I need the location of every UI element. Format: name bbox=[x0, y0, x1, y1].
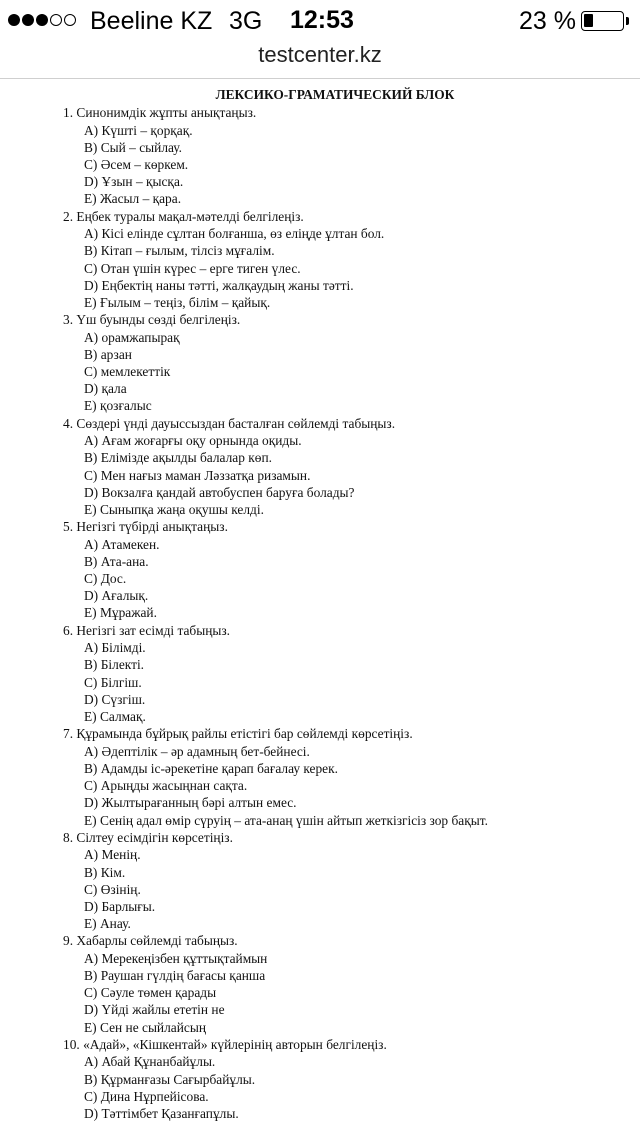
answer-option: D) Тәттімбет Қазанғапұлы. bbox=[84, 1105, 239, 1121]
answer-option: D) Сүзгіш. bbox=[84, 691, 146, 707]
question-text: 5. Негізгі түбірді анықтаңыз. bbox=[63, 519, 228, 535]
answer-option: E) Салмақ. bbox=[84, 709, 146, 724]
battery-level-fill bbox=[584, 14, 593, 27]
signal-dot bbox=[22, 14, 34, 26]
answer-option: B) арзан bbox=[84, 346, 132, 362]
answer-option: C) Мен нағыз маман Ләззатқа ризамын. bbox=[84, 467, 311, 483]
answer-option: B) Ата-ана. bbox=[84, 553, 149, 569]
question-block bbox=[0, 415, 640, 519]
question-block bbox=[0, 104, 640, 208]
answer-option: A) Мерекеңізбен құттықтаймын bbox=[84, 950, 268, 966]
answer-option: E) Анау. bbox=[84, 916, 131, 932]
status-bar bbox=[0, 0, 640, 40]
answer-option: A) орамжапырақ bbox=[84, 329, 180, 345]
answer-option: B) Сый – сыйлау. bbox=[84, 139, 182, 155]
answer-option: A) Әдептілік – әр адамның бет-бейнесі. bbox=[84, 743, 310, 759]
answer-option: E) Ғылым – теңіз, білім – қайық. bbox=[84, 294, 271, 310]
question-block bbox=[0, 622, 640, 726]
answer-option: B) Адамды іс-әрекетіне қарап бағалау керек. bbox=[84, 760, 338, 776]
question-block bbox=[0, 829, 640, 933]
answer-option: D) қала bbox=[84, 381, 127, 397]
answer-option: C) Сәуле төмен қарады bbox=[84, 985, 217, 1001]
question-text: 10. «Адай», «Кішкентай» күйлерінің авторын белгілеңіз. bbox=[63, 1036, 387, 1052]
answer-option: D) Ұзын – қысқа. bbox=[84, 174, 184, 190]
question-text: 1. Синонимдік жұпты анықтаңыз. bbox=[63, 105, 257, 120]
answer-option: A) Ағам жоғарғы оқу орнында оқиды. bbox=[84, 433, 302, 449]
document-page bbox=[0, 86, 640, 1122]
answer-option: E) Сен не сыйлайсың bbox=[84, 1019, 206, 1035]
answer-option: E) Мұражай. bbox=[84, 605, 157, 621]
answer-option: B) Елімізде ақылды балалар көп. bbox=[84, 450, 272, 466]
answer-option: B) Білекті. bbox=[84, 657, 145, 673]
answer-option: C) Дина Нұрпейісова. bbox=[84, 1088, 209, 1104]
answer-option: D) Вокзалға қандай автобуспен баруға болады? bbox=[84, 484, 355, 500]
question-block bbox=[0, 208, 640, 312]
answer-option: B) Құрманғазы Сағырбайұлы. bbox=[84, 1071, 256, 1087]
signal-dot bbox=[36, 14, 48, 26]
answer-option: A) Күшті – қорқақ. bbox=[84, 122, 193, 138]
question-list bbox=[0, 104, 640, 1122]
answer-option: C) Өзінің. bbox=[84, 881, 141, 897]
question-text: 2. Еңбек туралы мақал-мәтелді белгілеңіз. bbox=[63, 208, 304, 224]
answer-option: E) Жасыл – қара. bbox=[84, 191, 182, 207]
signal-dot bbox=[50, 14, 62, 26]
status-time: 12:53 bbox=[290, 6, 354, 34]
answer-option: A) Кісі елінде сұлтан болғанша, өз еліңде ұлтан бол. bbox=[84, 226, 385, 242]
answer-option: C) мемлекеттік bbox=[84, 364, 171, 380]
battery-terminal bbox=[626, 17, 629, 25]
answer-option: E) қозғалыс bbox=[84, 398, 152, 414]
answer-option: A) Абай Құнанбайұлы. bbox=[84, 1054, 216, 1070]
question-block bbox=[0, 932, 640, 1036]
answer-option: D) Үйді жайлы ететін не bbox=[84, 1002, 225, 1018]
question-text: 4. Сөздері үнді дауыссыздан басталған сөйлемді табыңыз. bbox=[63, 415, 396, 431]
signal-dot bbox=[64, 14, 76, 26]
answer-option: B) Кім. bbox=[84, 864, 126, 880]
answer-option: C) Әсем – көркем. bbox=[84, 156, 189, 172]
network-type: 3G bbox=[229, 7, 263, 35]
battery-icon bbox=[581, 11, 624, 31]
carrier-name: Beeline KZ bbox=[90, 7, 213, 35]
answer-option: C) Отан үшін күрес – ерге тиген үлес. bbox=[84, 260, 301, 276]
answer-option: A) Атамекен. bbox=[84, 536, 160, 552]
question-text: 6. Негізгі зат есімді табыңыз. bbox=[63, 622, 231, 638]
answer-option: E) Сенің адал өмір сүруің – ата-анаң үшін айтып жеткізгісіз зор бақыт. bbox=[84, 812, 488, 828]
answer-option: B) Кітап – ғылым, тілсіз мұғалім. bbox=[84, 243, 275, 259]
question-block bbox=[0, 311, 640, 415]
answer-option: A) Менің. bbox=[84, 847, 141, 863]
answer-option: D) Ағалық. bbox=[84, 588, 149, 604]
answer-option: C) Дос. bbox=[84, 571, 127, 587]
answer-option: E) Сыныпқа жаңа оқушы келді. bbox=[84, 501, 264, 517]
answer-option: C) Білгіш. bbox=[84, 674, 142, 690]
question-text: 3. Үш буынды сөзді белгілеңіз. bbox=[63, 312, 241, 328]
address-url: testcenter.kz bbox=[258, 42, 382, 67]
address-bar[interactable] bbox=[0, 40, 640, 79]
signal-strength-icon bbox=[8, 13, 78, 31]
answer-option: C) Арыңды жасыңнан сақта. bbox=[84, 778, 248, 794]
question-text: 9. Хабарлы сөйлемді табыңыз. bbox=[63, 933, 238, 949]
signal-dot bbox=[8, 14, 20, 26]
document-title: ЛЕКСИКО-ГРАМАТИЧЕСКИЙ БЛОК bbox=[215, 87, 455, 102]
question-block bbox=[0, 1036, 640, 1122]
answer-option: A) Білімді. bbox=[84, 640, 146, 656]
battery-percent: 23 % bbox=[519, 7, 576, 35]
answer-option: D) Барлығы. bbox=[84, 898, 156, 914]
question-block bbox=[0, 518, 640, 622]
answer-option: B) Раушан гүлдің бағасы қанша bbox=[84, 968, 266, 984]
answer-option: D) Жылтырағанның бәрі алтын емес. bbox=[84, 795, 297, 811]
question-text: 7. Құрамында бұйрық райлы етістігі бар сөйлемді көрсетіңіз. bbox=[63, 726, 413, 742]
question-block bbox=[0, 725, 640, 829]
answer-option: D) Еңбектің наны тәтті, жалқаудың жаны тәтті. bbox=[84, 277, 354, 293]
question-text: 8. Сілтеу есімдігін көрсетіңіз. bbox=[63, 829, 233, 845]
